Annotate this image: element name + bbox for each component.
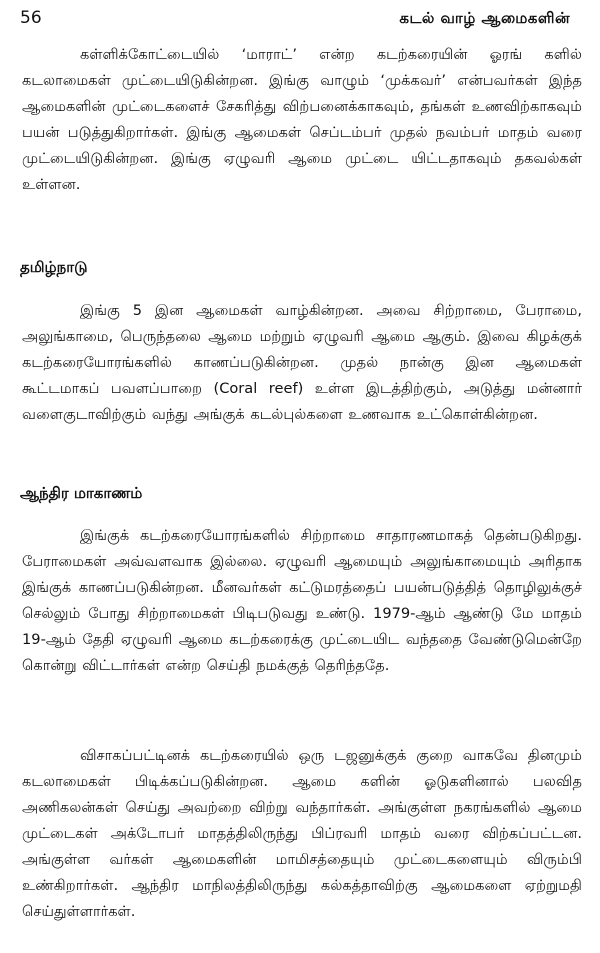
- paragraph-visakhapatnam: விசாகப்பட்டினக் கடற்கரையில் ஒரு டஜனுக்குக் குறை வாகவே தினமும் கடலாமைகள் பிடிக்கப்படுகின்றன. ஆமை களின் ஓடுகளினால் பலவித அணிகலன்கள் செய்து அவற்றை விற்று வந்தார்கள். அங்குள்ள நகரங்களில் ஆமை முட்டைகள் அக்டோபர் மாதத்திலிருந்து பிப்ரவரி மாதம் வரை விற்கப்பட்டன. அங்குள்ள வர்கள் ஆமைகளின் மாமிசத்தையும் முட்டைகளையும் விரும்பி உண்கிறார்கள். ஆந்திர மாநிலத்திலிருந்து கல்கத்தாவிற்கு ஆமைகளை ஏற்றுமதி செய்துள்ளார்கள்.: [22, 747, 582, 920]
- paragraph-tamil-nadu: இங்கு 5 இன ஆமைகள் வாழ்கின்றன. அவை சிற்றாமை, பேராமை, அலுங்காமை, பெருந்தலை ஆமை மற்றும் ஏழுவரி ஆமை ஆகும். இவை கிழக்குக் கடற்கரையோரங்களில் காணப்படுகின்றன. முதல் நான்கு இன ஆமைகள் கூட்டமாகப் பவளப்பாறை (Coral reef) உள்ள இடத்திற்கும், அடுத்து மன்னார் வளைகுடாவிற்கும் வந்து அங்குக் கடல்புல்களை உணவாக உட்கொள்கின்றன.: [22, 302, 582, 423]
- page-number: 56: [20, 8, 42, 28]
- section-heading-andhra: ஆந்திர மாகாணம்: [20, 484, 143, 502]
- running-head-title: கடல் வாழ் ஆமைகளின்: [399, 9, 570, 27]
- paragraph-kozhikode: கள்ளிக்கோட்டையில் ‘மாராட்’ என்ற கடற்கரையின் ஓரங் களில் கடலாமைகள் முட்டையிடுகின்றன. இங்கு வாழும் ‘முக்கவர்’ என்பவர்கள் இந்த ஆமைகளின் முட்டைகளைச் சேகரித்து விற்பனைக்காகவும், தங்கள் உணவிற்காகவும் பயன் படுத்துகிறார்கள். இங்கு ஆமைகள் செப்டம்பர் முதல் நவம்பர் மாதம் வரை முட்டையிடுகின்றன. இங்கு ஏழுவரி ஆமை முட்டை யிட்டதாகவும் தகவல்கள் உள்ளன.: [22, 46, 582, 193]
- section-heading-tamil-nadu: தமிழ்நாடு: [20, 258, 88, 276]
- paragraph-andhra: இங்குக் கடற்கரையோரங்களில் சிற்றாமை சாதாரணமாகத் தென்படுகிறது. பேராமைகள் அவ்வளவாக இல்லை. ஏழுவரி ஆமையும் அலுங்காமையும் அரிதாக இங்குக் காணப்படுகின்றன. மீனவர்கள் கட்டுமரத்தைப் பயன்படுத்தித் தொழிலுக்குச் செல்லும் போது சிற்றாமைகள் பிடிபடுவது உண்டு. 1979-ஆம் ஆண்டு மே மாதம் 19-ஆம் தேதி ஏழுவரி ஆமை கடற்கரைக்கு முட்டையிட வந்ததை வேண்டுமென்றே கொன்று விட்டார்கள் என்ற செய்தி நமக்குத் தெரிந்ததே.: [22, 527, 582, 674]
